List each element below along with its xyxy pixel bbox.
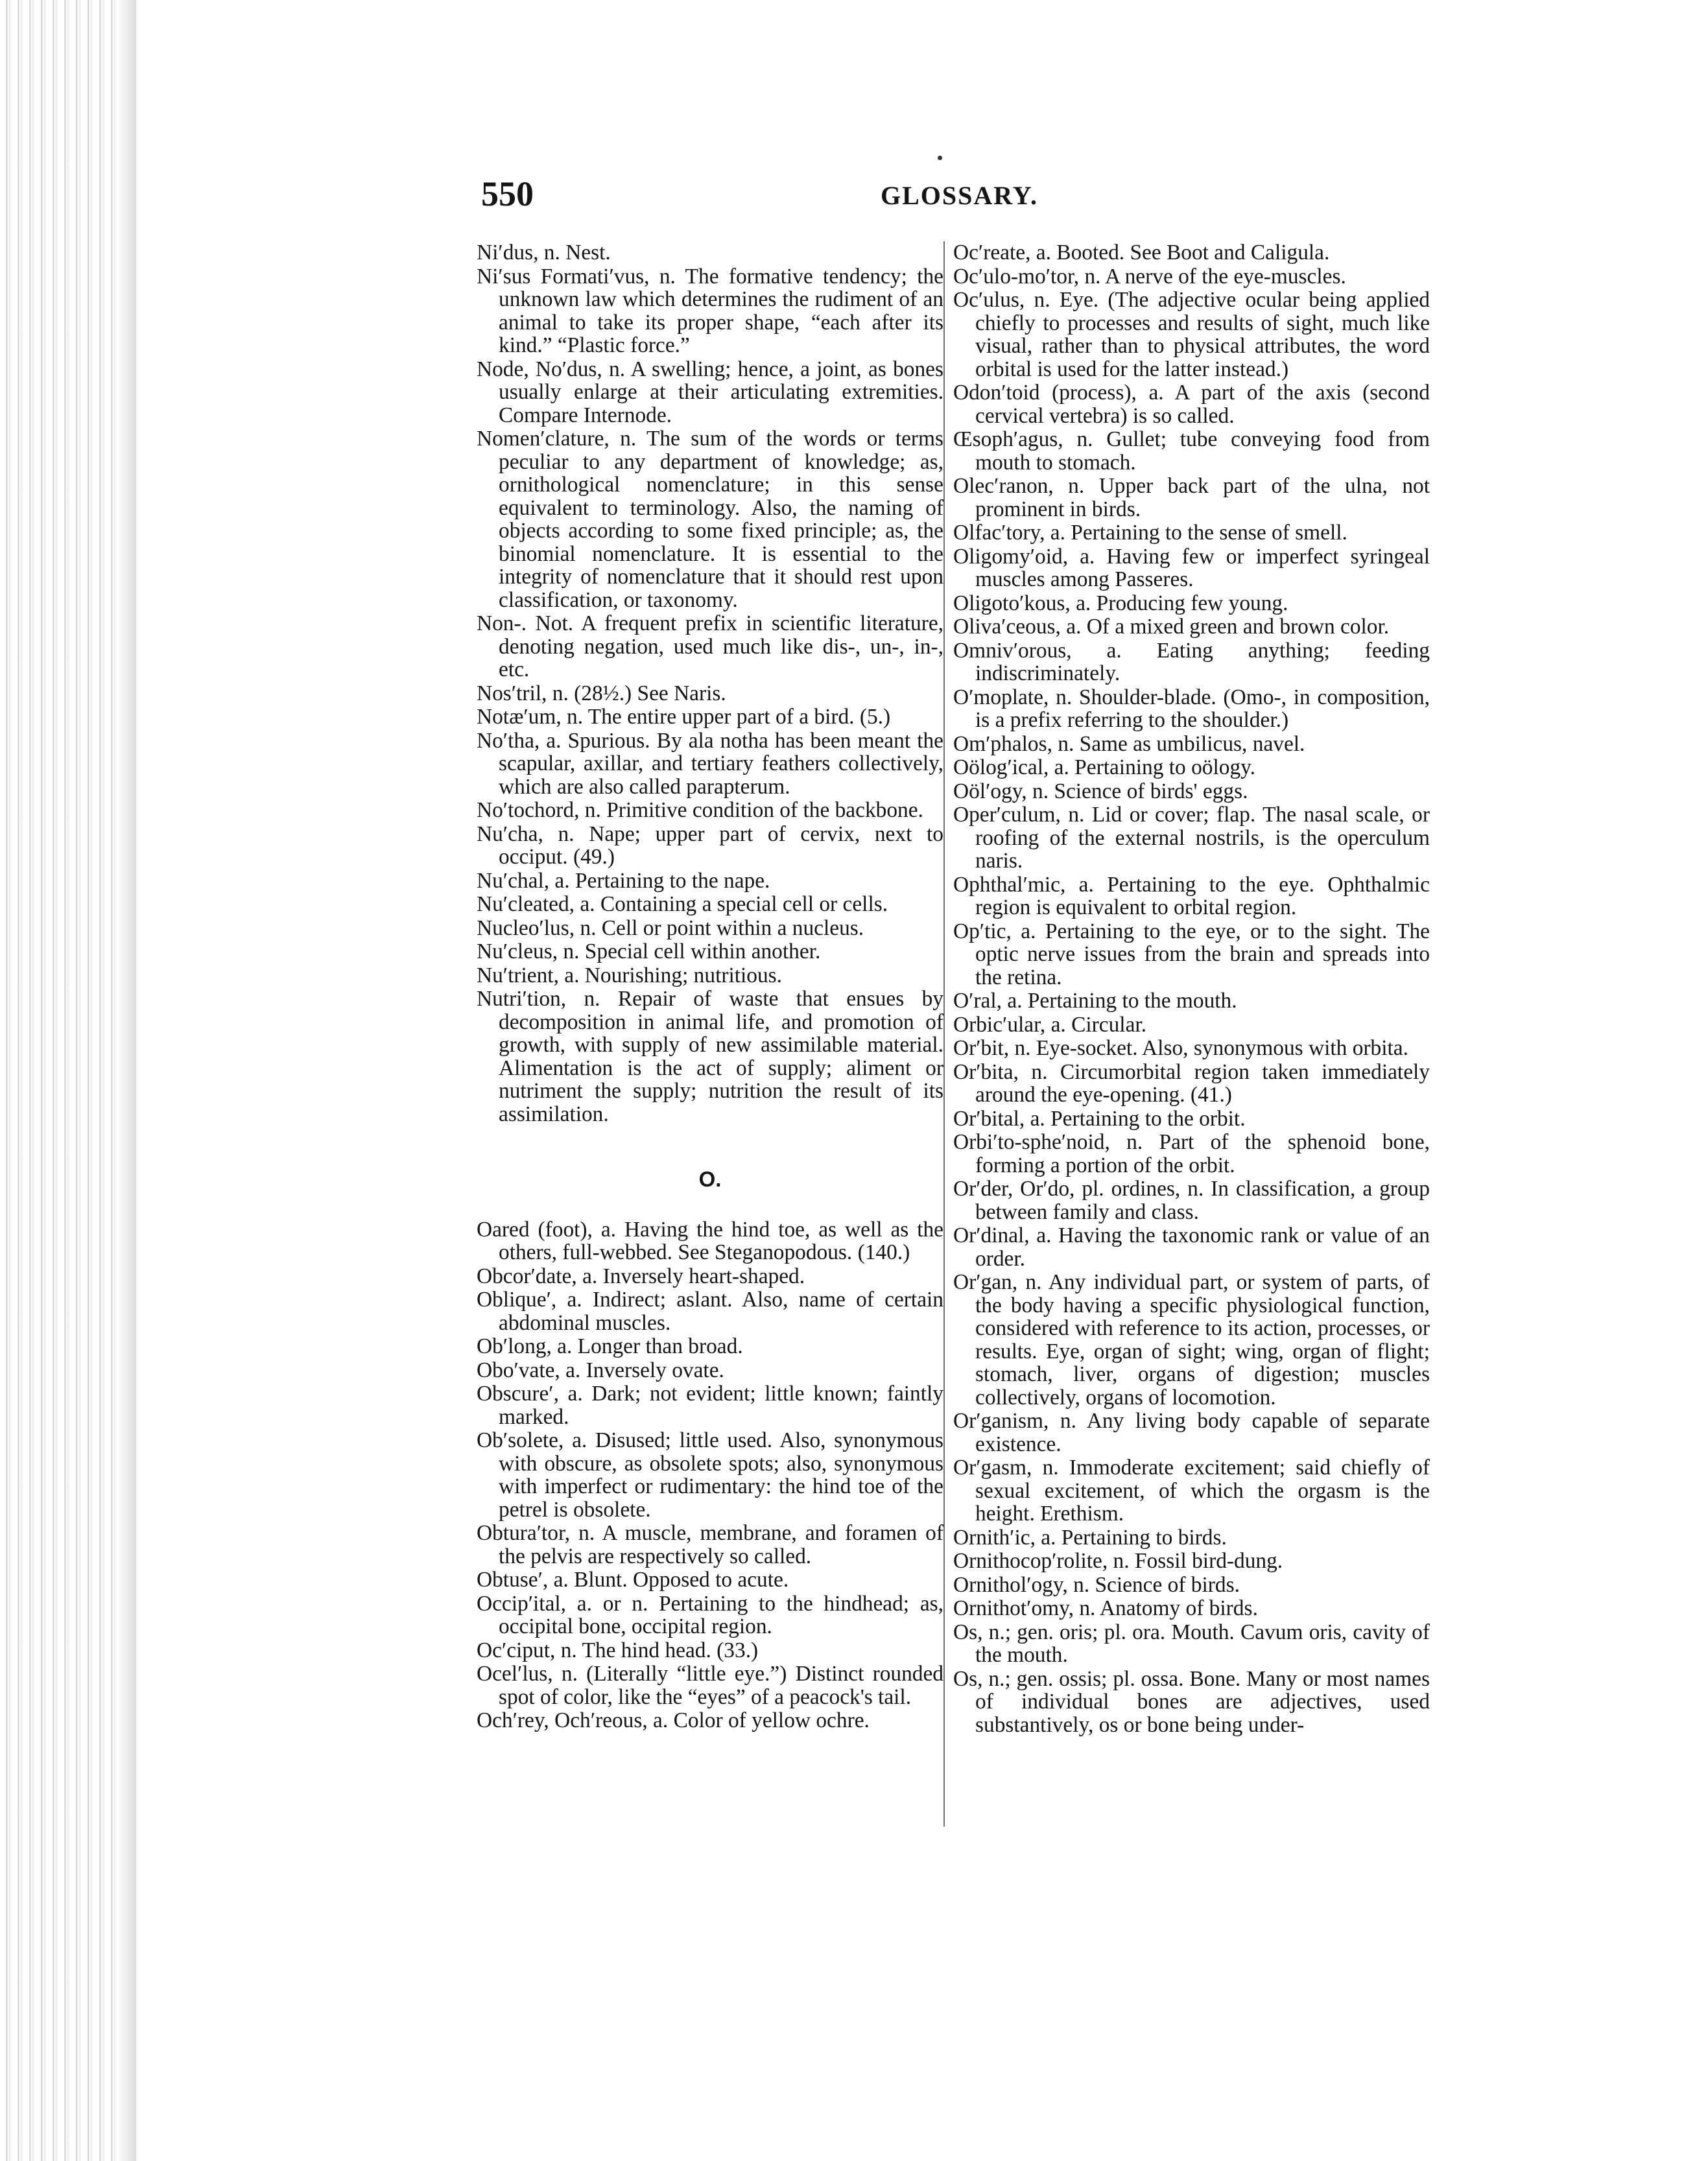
glossary-entry: Œsoph′agus, n. Gullet; tube conveying food from mouth to stomach.	[953, 427, 1430, 475]
glossary-entry: Os, n.; gen. ossis; pl. ossa. Bone. Many or most names of individual bones are adjectives, used substantively, os or bone being under-	[953, 1666, 1430, 1737]
glossary-entry: Occip′ital, a. or n. Pertaining to the hindhead; as, occipital bone, occipital region.	[477, 1591, 943, 1638]
glossary-entry: Odon′toid (process), a. A part of the axis (second cervical vertebra) is so called.	[953, 381, 1430, 428]
glossary-entry: Os, n.; gen. oris; pl. ora. Mouth. Cavum oris, cavity of the mouth.	[953, 1620, 1430, 1667]
glossary-entry: Obcor′date, a. Inversely heart-shaped.	[477, 1264, 805, 1288]
glossary-entry: Obscure′, a. Dark; not evident; little known; faintly marked.	[477, 1382, 943, 1429]
glossary-entry: Oölog′ical, a. Pertaining to oölogy.	[953, 755, 1256, 779]
glossary-entry: Oligomy′oid, a. Having few or imperfect syringeal muscles among Passeres.	[953, 544, 1430, 591]
glossary-entry: Oared (foot), a. Having the hind toe, as well as the others, full-webbed. See Steganopodous. (140.)	[477, 1217, 943, 1264]
glossary-entry: Oöl′ogy, n. Science of birds' eggs.	[953, 779, 1248, 803]
glossary-entry: Or′bita, n. Circumorbital region taken immediately around the eye-opening. (41.)	[953, 1059, 1430, 1107]
glossary-entry: Op′tic, a. Pertaining to the eye, or to the sight. The optic nerve issues from the brain and spreads into the retina.	[953, 919, 1430, 989]
glossary-entry: Ni′sus Formati′vus, n. The formative tendency; the unknown law which determines the rudiment of an animal to take its proper shape, “each after its kind.” “Plastic force.”	[477, 264, 943, 357]
glossary-entry: Or′gasm, n. Immoderate excitement; said chiefly of sexual excitement, of which the orgasm is the height. Erethism.	[953, 1456, 1430, 1526]
glossary-entry: Oc′ciput, n. The hind head. (33.)	[477, 1638, 759, 1662]
glossary-entry: Nomen′clature, n. The sum of the words or terms peculiar to any department of knowledge; as, ornithological nomenclature; in this sense equivalent to terminology. Also, the naming of objects according to some fixed principle; as, the binomial nomenclature. It is essential to the integrity of nomenclature that it should rest upon classification, or taxonomy.	[477, 427, 943, 612]
glossary-entry: Oc′ulo-mo′tor, n. A nerve of the eye-muscles.	[953, 264, 1346, 289]
glossary-entry: Orbi′to-sphe′noid, n. Part of the sphenoid bone, forming a portion of the orbit.	[953, 1130, 1430, 1177]
glossary-entry: Orbic′ular, a. Circular.	[953, 1012, 1147, 1037]
glossary-entry: Ornithocop′rolite, n. Fossil bird-dung.	[953, 1549, 1283, 1573]
glossary-entry: Oper′culum, n. Lid or cover; flap. The nasal scale, or roofing of the external nostrils, is the operculum naris.	[953, 803, 1430, 873]
glossary-entry: Oligoto′kous, a. Producing few young.	[953, 591, 1288, 615]
glossary-entry: Obtura′tor, n. A muscle, membrane, and foramen of the pelvis are respectively so called.	[477, 1521, 943, 1568]
glossary-entry: Oblique′, a. Indirect; aslant. Also, name of certain abdominal muscles.	[477, 1288, 943, 1335]
glossary-entry: Or′der, Or′do, pl. ordines, n. In classification, a group between family and class.	[953, 1177, 1430, 1224]
glossary-entry: Ornithol′ogy, n. Science of birds.	[953, 1572, 1240, 1597]
glossary-entry: Oc′ulus, n. Eye. (The adjective ocular being applied chiefly to processes and results of sight, much like visual, rather than to physical attributes, the word orbital is used for the latter instead.)	[953, 288, 1430, 381]
glossary-entry: Nu′chal, a. Pertaining to the nape.	[477, 868, 770, 893]
glossary-entry: Obo′vate, a. Inversely ovate.	[477, 1358, 724, 1382]
glossary-entry: Ophthal′mic, a. Pertaining to the eye. Ophthalmic region is equivalent to orbital region.	[953, 872, 1430, 919]
glossary-entry: Oc′reate, a. Booted. See Boot and Caligula.	[953, 241, 1330, 265]
glossary-entry: Nutri′tion, n. Repair of waste that ensues by decomposition in animal life, and promotion of growth, with supply of new assimilable material. Alimentation is the act of supply; aliment or nutriment the supply; nutrition the result of its assimilation.	[477, 987, 943, 1126]
glossary-entry: Och′rey, Och′reous, a. Color of yellow ochre.	[477, 1708, 870, 1732]
glossary-entry: Or′dinal, a. Having the taxonomic rank or value of an order.	[953, 1223, 1430, 1271]
glossary-entry: Om′phalos, n. Same as umbilicus, navel.	[953, 731, 1305, 756]
glossary-entry: Non-. Not. A frequent prefix in scientific literature, denoting negation, used much like dis-, un-, in-, etc.	[477, 611, 943, 681]
glossary-entry: Or′bital, a. Pertaining to the orbit.	[953, 1106, 1246, 1131]
glossary-entry: No′tha, a. Spurious. By ala notha has been meant the scapular, axillar, and tertiary feathers collectively, which are also called parapterum.	[477, 728, 943, 799]
glossary-entry: Nucleo′lus, n. Cell or point within a nucleus.	[477, 915, 864, 940]
glossary-entry: Nu′cha, n. Nape; upper part of cervix, next to occiput. (49.)	[477, 821, 943, 869]
glossary-entry: Ob′solete, a. Disused; little used. Also, synonymous with obscure, as obsolete spots; also, synonymous with imperfect or rudimentary: the hind toe of the petrel is obsolete.	[477, 1428, 943, 1522]
glossary-entry: Ornith′ic, a. Pertaining to birds.	[953, 1525, 1227, 1550]
glossary-entry: O′ral, a. Pertaining to the mouth.	[953, 989, 1237, 1013]
glossary-entry: No′tochord, n. Primitive condition of the backbone.	[477, 798, 923, 822]
page-edge-binding	[0, 0, 136, 2161]
section-heading-letter-o: O.	[698, 1167, 722, 1191]
glossary-entry: Nu′cleus, n. Special cell within another.	[477, 939, 821, 963]
glossary-entry: Obtuse′, a. Blunt. Opposed to acute.	[477, 1568, 789, 1592]
glossary-entry: Nu′trient, a. Nourishing; nutritious.	[477, 963, 783, 987]
glossary-entry: Or′bit, n. Eye-socket. Also, synonymous with orbita.	[953, 1036, 1408, 1060]
left-entries-o-list	[477, 1218, 943, 1732]
glossary-entry: Notæ′um, n. The entire upper part of a bird. (5.)	[477, 705, 891, 729]
glossary-entry: Ornithot′omy, n. Anatomy of birds.	[953, 1596, 1258, 1620]
glossary-entry: Olfac′tory, a. Pertaining to the sense of smell.	[953, 521, 1347, 545]
glossary-entry: Omniv′orous, a. Eating anything; feeding indiscriminately.	[953, 638, 1430, 685]
glossary-entry: Nos′tril, n. (28½.) See Naris.	[477, 681, 726, 705]
glossary-entry: Or′ganism, n. Any living body capable of separate existence.	[953, 1409, 1430, 1456]
left-column	[477, 241, 943, 1733]
glossary-entry: Nu′cleated, a. Containing a special cell or cells.	[477, 892, 888, 916]
glossary-entry: Ni′dus, n. Nest.	[477, 241, 611, 265]
glossary-entry: Ocel′lus, n. (Literally “little eye.”) Distinct rounded spot of color, like the “eyes” of a peacock's tail.	[477, 1662, 943, 1709]
glossary-entry: O′moplate, n. Shoulder-blade. (Omo-, in composition, is a prefix referring to the shoulder.)	[953, 685, 1430, 732]
glossary-entry: Or′gan, n. Any individual part, or system of parts, of the body having a specific physiological function, considered with reference to its action, processes, or results. Eye, organ of sight; wing, organ of flight; stomach, liver, organs of digestion; muscles collectively, organs of locomotion.	[953, 1270, 1430, 1410]
column-divider	[943, 241, 945, 1826]
glossary-entry: Oliva′ceous, a. Of a mixed green and brown color.	[953, 615, 1390, 639]
stray-dot-mark	[938, 156, 942, 160]
left-entries-list	[477, 241, 943, 1126]
glossary-entry: Olec′ranon, n. Upper back part of the ulna, not prominent in birds.	[953, 474, 1430, 521]
running-head: GLOSSARY.	[881, 181, 1038, 210]
right-column	[953, 241, 1430, 1737]
glossary-entry: Node, Nо′dus, n. A swelling; hence, a joint, as bones usually enlarge at their articulating extremities. Compare Internode.	[477, 357, 943, 427]
glossary-entry: Ob′long, a. Longer than broad.	[477, 1334, 743, 1358]
page-number: 550	[481, 174, 534, 213]
